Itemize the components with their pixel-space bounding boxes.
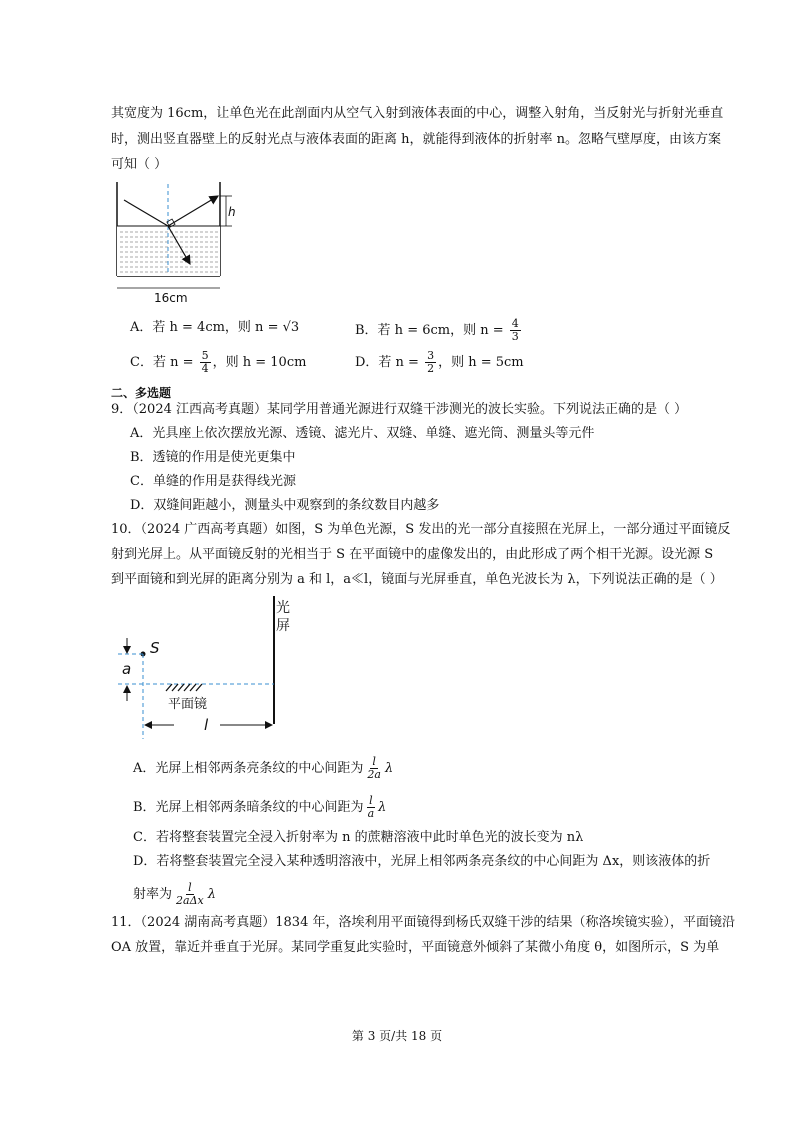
screen-label-1: 光 <box>276 600 290 616</box>
q10-option-b-fraction: $\frac{l}{a}$ <box>367 794 375 820</box>
container-figure <box>108 182 248 307</box>
q10-option-c[interactable]: C．若将整套装置完全浸入折射率为 n 的蔗糖溶液中此时单色光的波长变为 nλ <box>133 830 584 845</box>
q10-option-d-line-1[interactable]: D．若将整套装置完全浸入某种透明溶液中，光屏上相邻两条亮条纹的中心间距为 Δx，则该液体的折 <box>133 854 711 869</box>
q8-option-b[interactable] <box>355 318 523 343</box>
q8-option-d-fraction: $\frac{3}{2}$ <box>427 349 435 375</box>
intro-line-2: 时，测出竖直器壁上的反射光点与液体表面的距离 h，就能得到液体的折射率 n。忽略气壁厚度，由该方案 <box>111 132 722 147</box>
incident-ray <box>124 200 168 226</box>
q8-option-b-text: B．若 h = 6cm，则 n = <box>355 323 508 338</box>
q11-line-1: 11．（2024 湖南高考真题）1834 年，洛埃利用平面镜得到杨氏双缝干涉的结果（称洛埃镜实验），平面镜沿 <box>111 915 735 930</box>
q10-option-b[interactable]: B．光屏上相邻两条暗条纹的中心间距为 $\frac{l}{a}$ λ <box>133 794 387 820</box>
source-label: S <box>150 639 160 657</box>
q8-option-d[interactable]: D．若 n = $\frac{3}{2}$ ，则 h = 5cm <box>355 349 524 375</box>
mirror-hatch <box>166 684 202 691</box>
q8-option-c-fraction: $\frac{5}{4}$ <box>201 349 209 375</box>
q9-option-a[interactable]: A．光具座上依次摆放光源、透镜、滤光片、双缝、单缝、遮光筒、测量头等元件 <box>130 426 595 441</box>
a-label: a <box>122 660 132 678</box>
q8-option-a-text: A．若 h = 4cm，则 n = <box>130 320 283 335</box>
q11-line-2: OA 放置，靠近并垂直于光屏。某同学重复此实验时，平面镜意外倾斜了某微小角度 θ，如图所示，S 为单 <box>111 940 720 955</box>
q8-option-a[interactable] <box>130 318 299 338</box>
intro-line-1: 其宽度为 16cm，让单色光在此剖面内从空气入射到液体表面的中心，调整入射角，当反射光与折射光垂直 <box>111 106 724 121</box>
mirror-figure <box>108 594 308 744</box>
q8-option-a-value: √3 <box>282 320 300 335</box>
q9-option-d[interactable]: D．双缝间距越小，测量头中观察到的条纹数目内越多 <box>130 498 440 513</box>
section-title: 二、多选题 <box>111 386 172 400</box>
q10-option-a-fraction: $\frac{l}{2a}$ <box>367 755 381 781</box>
q10-line-2: 射到光屏上。从平面镜反射的光相当于 S 在平面镜中的虚像发出的，由此形成了两个相干光源。设光源 S <box>111 547 714 562</box>
width-label: 16cm <box>154 291 188 305</box>
intro-line-3: 可知（ ） <box>111 157 168 172</box>
h-label: h <box>228 205 236 219</box>
mirror-label: 平面镜 <box>168 697 208 712</box>
q8-option-c-text: C．若 n = <box>130 355 198 370</box>
q8-option-b-fraction: $\frac{4}{3}$ <box>511 317 519 343</box>
q10-option-b-text: B．光屏上相邻两条暗条纹的中心间距为 <box>133 800 364 815</box>
q10-line-3: 到平面镜和到光屏的距离分别为 a 和 l，a≪l，镜面与光屏垂直，单色光波长为 λ，下列说法正确的是（ ） <box>111 572 723 587</box>
q9-option-c[interactable]: C．单缝的作用是获得线光源 <box>130 474 296 489</box>
q10-line-1: 10．（2024 广西高考真题）如图，S 为单色光源，S 发出的光一部分直接照在光屏上，一部分通过平面镜反 <box>111 522 731 537</box>
page-footer: 第 3 页/共 18 页 <box>351 1029 443 1043</box>
q10-option-a-text: A．光屏上相邻两条亮条纹的中心间距为 <box>133 761 364 776</box>
reflected-ray <box>168 196 218 226</box>
q9-option-b[interactable]: B．透镜的作用是使光更集中 <box>130 450 296 465</box>
screen-label-2: 屏 <box>276 618 290 634</box>
l-label: l <box>204 716 209 734</box>
q8-option-d-text: D．若 n = <box>355 355 424 370</box>
q10-option-d-fraction: $\frac{l}{\text{2aΔx}}$ <box>176 881 204 907</box>
q10-option-d-line-2: 射率为 $\frac{l}{\text{2aΔx}}$ λ <box>133 881 216 907</box>
q9-stem: 9．（2024 江西高考真题）某同学用普通光源进行双缝干涉测光的波长实验。下列说法正确的是（ ） <box>111 402 688 417</box>
q8-option-c[interactable]: C．若 n = $\frac{5}{4}$ ，则 h = 10cm <box>130 349 307 375</box>
q10-option-a[interactable]: A．光屏上相邻两条亮条纹的中心间距为 $\frac{l}{2a}$ λ <box>133 755 394 781</box>
